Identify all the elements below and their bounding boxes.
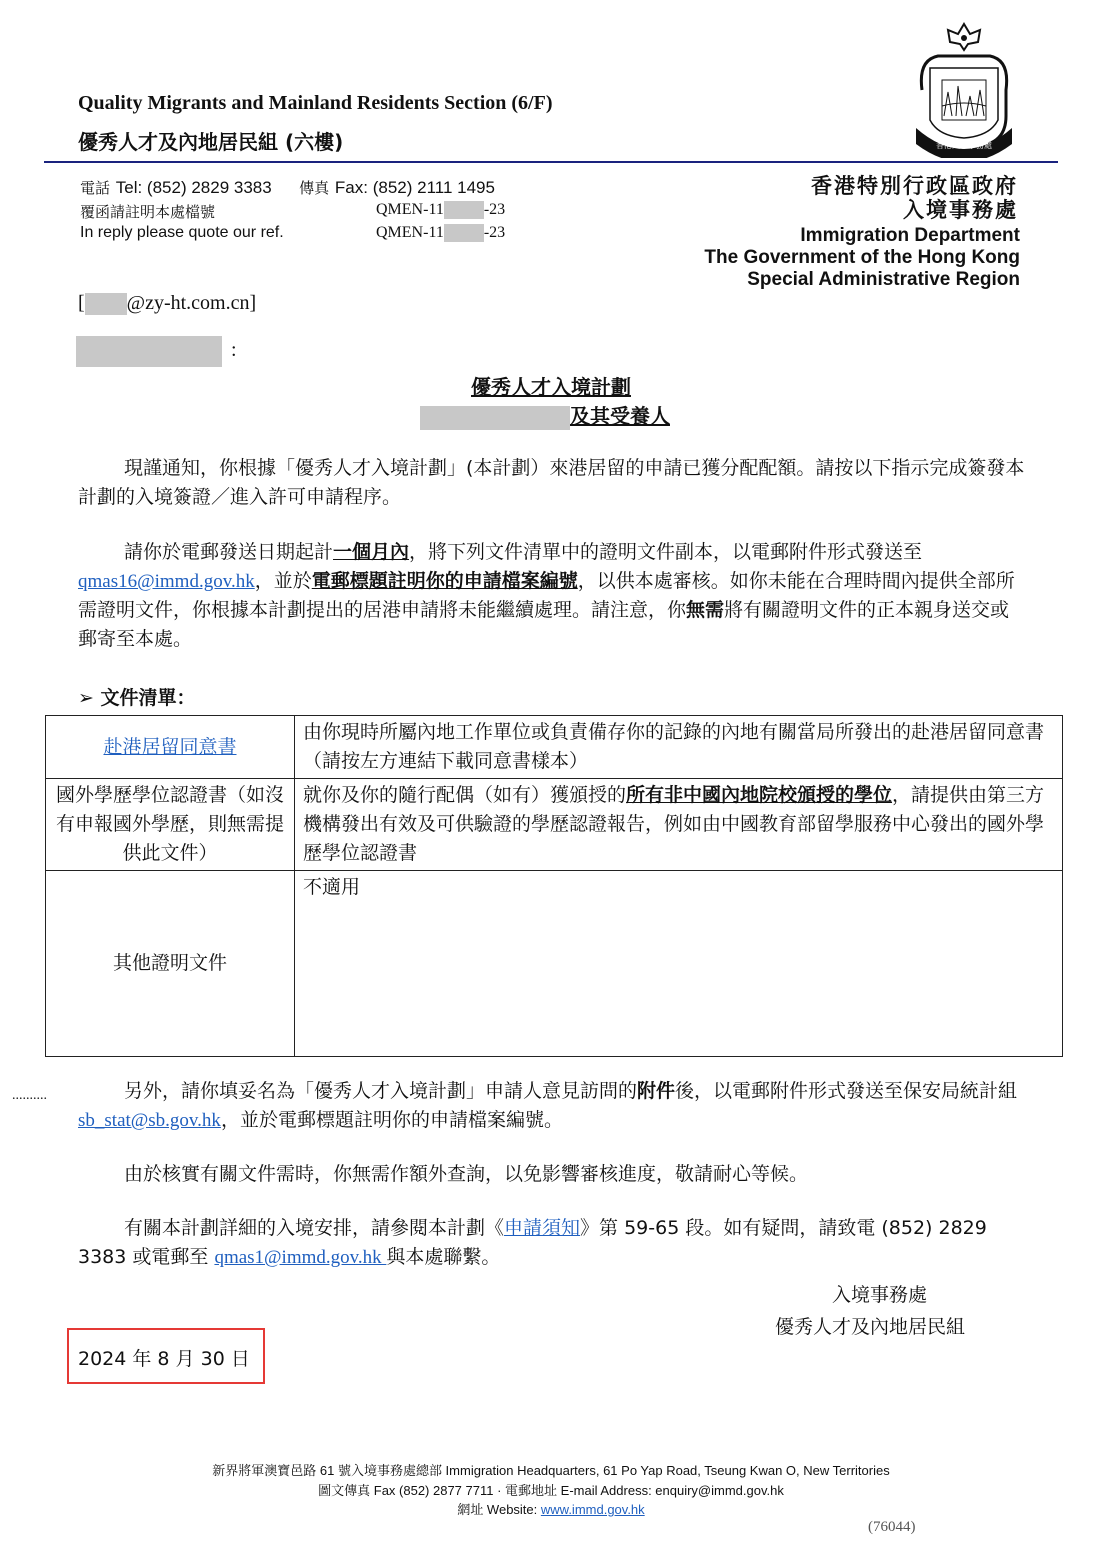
table-cell: 由你現時所屬內地工作單位或負責備存你的記錄的內地有關當局所發出的赴港居留同意書（請按左方連結下載同意書樣本） <box>295 716 1063 779</box>
ref-suffix: -23 <box>483 201 506 218</box>
bracket: [ <box>78 292 85 314</box>
p5-text: 有關本計劃詳細的入境安排，請參閱本計劃《 <box>124 1217 505 1239</box>
guidance-notes-link[interactable]: 申請須知 <box>504 1217 581 1239</box>
p2-deadline: 一個月內 <box>333 541 410 563</box>
redaction <box>85 293 127 315</box>
paragraph-wait: 由於核實有關文件需時，你無需作額外查詢，以免影響審核進度，敬請耐心等候。 <box>124 1163 809 1185</box>
website-link[interactable]: www.immd.gov.hk <box>540 1502 645 1517</box>
email-link-qmas1[interactable]: qmas1@immd.gov.hk <box>214 1247 387 1268</box>
letter-subtitle <box>420 400 670 430</box>
email-link-qmas16[interactable]: qmas16@immd.gov.hk <box>78 571 255 592</box>
svg-text:香港入境事務處: 香港入境事務處 <box>936 141 992 150</box>
redaction <box>444 201 484 219</box>
immigration-seal-icon <box>908 20 1020 158</box>
dept-zh-line2: 入境事務處 <box>903 198 1018 222</box>
ref-label-zh: 覆函請註明本處檔號 <box>80 203 216 221</box>
signature-dept: 入境事務處 <box>832 1284 928 1306</box>
dept-en-line1: Immigration Department <box>800 225 1020 246</box>
fax-label: 傳真 <box>299 179 330 197</box>
letter-title: 優秀人才入境計劃 <box>471 375 631 399</box>
email-domain: @zy-ht.com.cn] <box>126 292 257 314</box>
paragraph-quota: 現謹通知，你根據「優秀人才入境計劃」(本計劃）來港居留的申請已獲分配配額。請按以下指示完成簽發本計劃的入境簽證／進入許可申請程序。 <box>78 457 1025 508</box>
ref-prefix: QMEN-11 <box>376 224 444 241</box>
table-row <box>46 871 1063 1057</box>
table-cell: 其他證明文件 <box>46 871 295 1057</box>
cell-text: 就你及你的隨行配偶（如有）獲頒授的 <box>303 784 627 806</box>
document-list-heading: ➢ 文件清單： <box>78 687 196 709</box>
paragraph-survey <box>78 1077 1028 1135</box>
ref-number-2 <box>376 224 505 242</box>
ref-number-1 <box>376 201 505 219</box>
redaction <box>76 336 222 367</box>
dept-en-line2: The Government of the Hong Kong <box>704 247 1020 268</box>
footer-address: 新界將軍澳寶邑路 61 號入境事務處總部 Immigration Headquarters, 61 Po Yap Road, Tseung Kwan O, New Territories <box>212 1463 890 1478</box>
p2-no-need: 無需 <box>686 599 725 621</box>
paragraph-enquiry <box>78 1214 1028 1272</box>
p3-text: 後，以電郵附件形式發送至保安局統計組 <box>675 1080 1018 1102</box>
section-title-en: Quality Migrants and Mainland Residents Section (6/F) <box>78 92 553 114</box>
p2-text: 請你於電郵發送日期起計 <box>124 541 334 563</box>
table-row <box>46 716 1063 779</box>
margin-dots: .......... <box>12 1088 47 1103</box>
table-cell <box>46 716 295 779</box>
p2-text: 將有關證明文件的正本親身送交或郵寄至本處。 <box>78 599 1010 650</box>
cell-emphasis: 所有非中國內地院校頒授的學位 <box>626 784 893 806</box>
section-title-zh: 優秀人才及內地居民組 (六樓) <box>78 130 344 154</box>
dept-en-line3: Special Administrative Region <box>747 269 1020 290</box>
ref-suffix: -23 <box>483 224 506 241</box>
table-cell <box>295 779 1063 871</box>
header-rule <box>44 161 1058 163</box>
p2-emphasis: 電郵標題註明你的申請檔案編號 <box>311 570 578 592</box>
dept-zh-line1: 香港特別行政區政府 <box>811 174 1018 198</box>
p2-text: ，以供本處審核。如你未能在合理時間內提供全部所需證明文件，你根據本計劃提出的居港申請將未能繼續處理。請注意，你 <box>78 570 1015 621</box>
table-cell: 不適用 <box>295 871 1063 1057</box>
letter-date: 2024 年 8 月 30 日 <box>78 1348 250 1370</box>
p3-text: ，並於電郵標題註明你的申請檔案編號。 <box>220 1109 563 1131</box>
table-cell: 國外學歷學位認證書（如沒有申報國外學歷，則無需提供此文件） <box>46 779 295 871</box>
redaction <box>420 406 570 430</box>
subtitle-suffix: 及其受養人 <box>570 404 670 428</box>
tel-number: Tel: (852) 2829 3383 <box>115 178 272 197</box>
salutation-colon: : <box>231 339 237 362</box>
fax-number: Fax: (852) 2111 1495 <box>334 178 495 197</box>
redaction <box>444 224 484 242</box>
ref-label-en: In reply please quote our ref. <box>80 224 284 241</box>
tel-label: 電話 <box>80 179 111 197</box>
footer-fax-email: 圖文傳真 Fax (852) 2877 7711 · 電郵地址 E-mail Address: enquiry@immd.gov.hk <box>318 1483 784 1498</box>
footer-website-line <box>0 1499 1102 1518</box>
p3-text: 另外，請你填妥名為「優秀人才入境計劃」申請人意見訪問的 <box>124 1080 638 1102</box>
cell-text: ，請提供由第三方機構發出有效及可供驗證的學歷認證報告，例如由中國教育部留學服務中心發出的國外學歷學位認證書 <box>303 784 1045 864</box>
form-number: (76044) <box>868 1519 916 1535</box>
website-label: 網址 Website: <box>457 1502 541 1517</box>
salutation <box>76 336 237 367</box>
table-row <box>46 779 1063 871</box>
ref-prefix: QMEN-11 <box>376 201 444 218</box>
p3-attachment: 附件 <box>637 1080 676 1102</box>
p2-text: ，將下列文件清單中的證明文件副本，以電郵附件形式發送至 <box>409 541 923 563</box>
paragraph-documents <box>78 538 1028 654</box>
p5-text: 與本處聯繫。 <box>386 1246 501 1268</box>
consent-form-link[interactable]: 赴港居留同意書 <box>103 735 237 758</box>
contact-tel-line <box>80 177 495 198</box>
email-link-sb-stat[interactable]: sb_stat@sb.gov.hk <box>78 1110 221 1131</box>
p2-text: ，並於 <box>254 570 312 592</box>
recipient-email <box>78 292 256 315</box>
p5-text: 》第 59-65 段。如有疑問，請致電 (852) 2829 3383 或電郵至 <box>78 1217 987 1268</box>
signature-section: 優秀人才及內地居民組 <box>775 1316 966 1338</box>
document-table <box>45 715 1063 1057</box>
